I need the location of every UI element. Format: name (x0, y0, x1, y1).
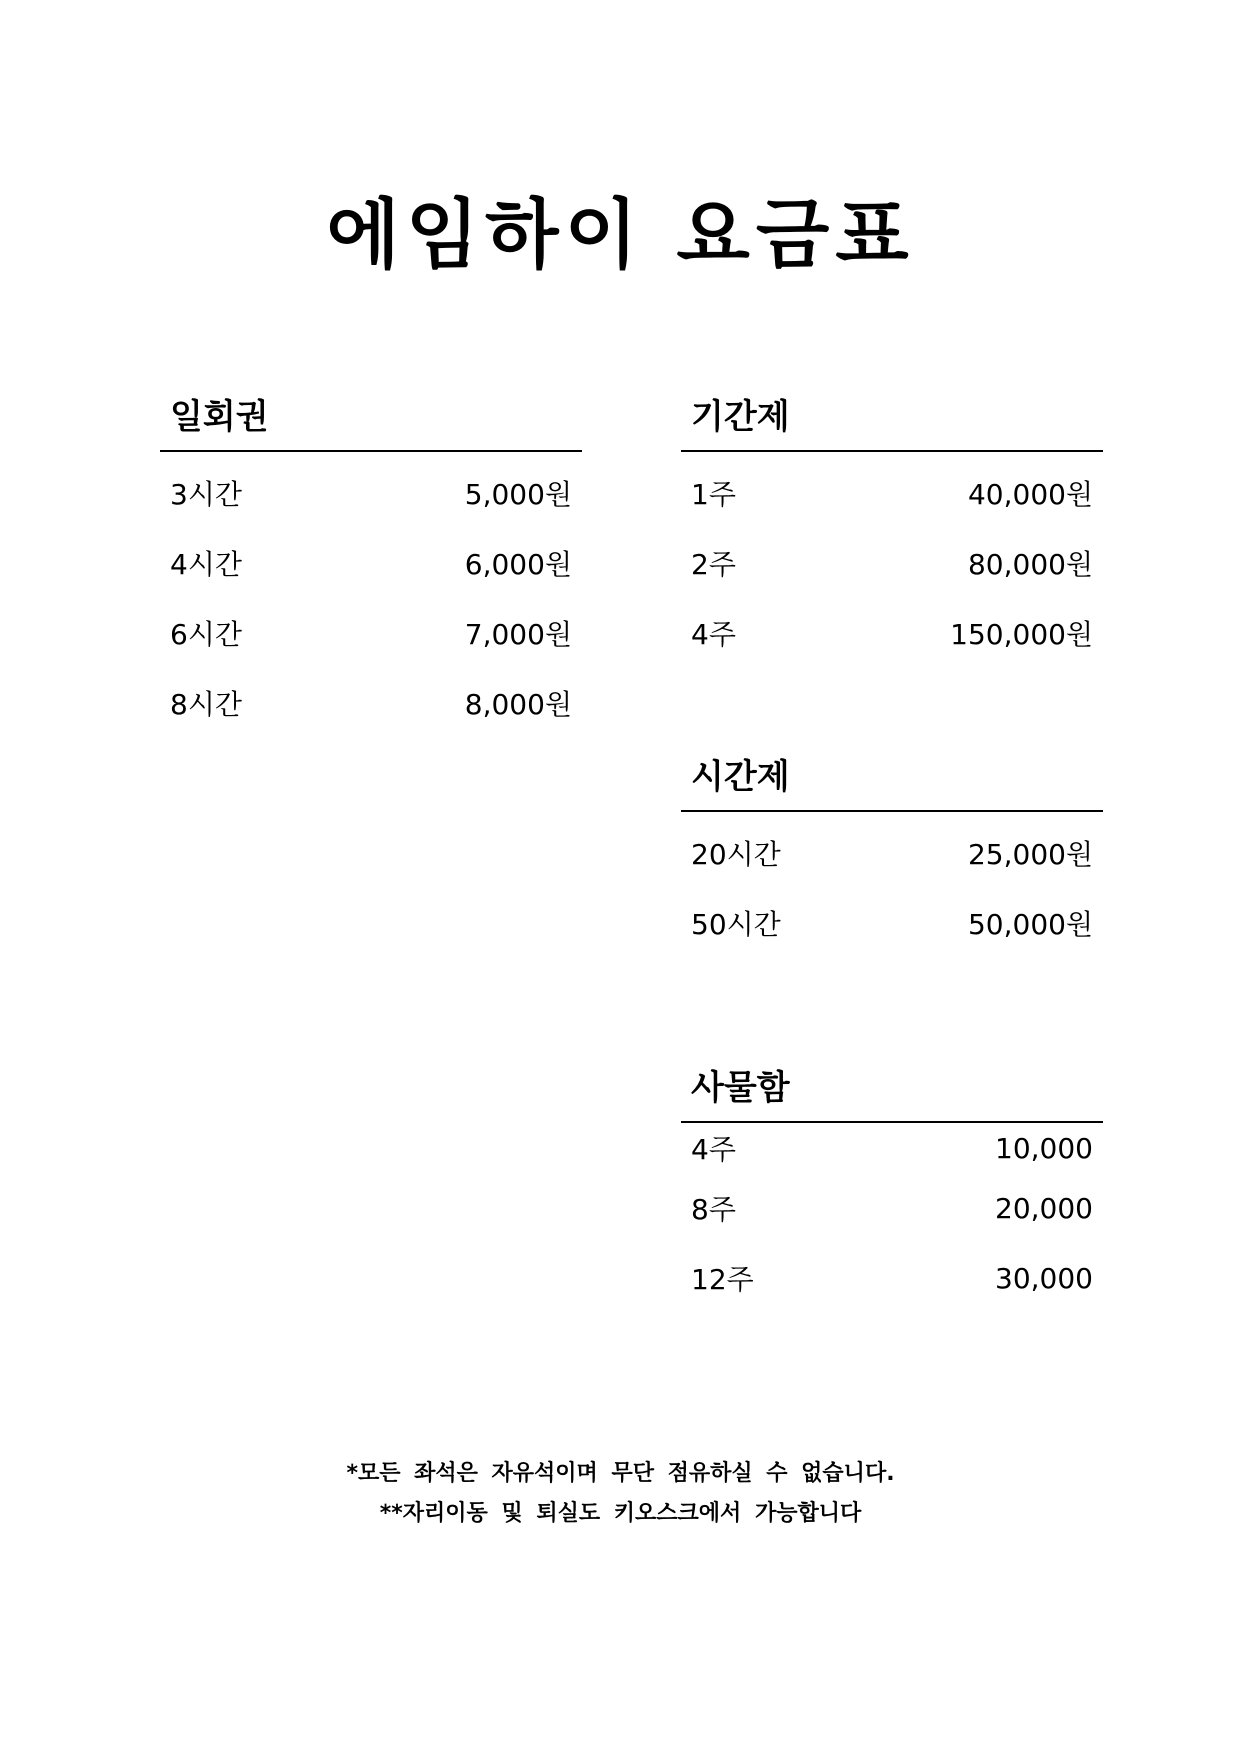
row-price: 30,000 (995, 1261, 1093, 1295)
footnote-seating: *모든 좌석은 자유석이며 무단 점유하실 수 없습니다. (346, 1461, 895, 1486)
price-row (691, 1255, 1093, 1301)
section-divider (681, 1121, 1103, 1123)
section-title: 사물함 (691, 1068, 790, 1108)
section-title: 일회권 (170, 397, 269, 437)
row-label: 4시간 (170, 548, 242, 581)
period-pass-section (681, 392, 1103, 658)
price-list (681, 828, 1103, 948)
footnote-kiosk: **자리이동 및 퇴실도 키오스크에서 가능합니다 (379, 1501, 862, 1526)
row-label: 8시간 (170, 688, 242, 721)
price-row (691, 1125, 1093, 1171)
section-divider (681, 450, 1103, 452)
row-label: 2주 (691, 548, 736, 581)
row-label: 4주 (691, 618, 736, 651)
price-row (691, 608, 1093, 658)
row-price: 8,000원 (464, 688, 572, 721)
row-price: 40,000원 (967, 478, 1093, 511)
price-row (691, 468, 1093, 518)
row-label: 6시간 (170, 618, 242, 651)
row-price: 80,000원 (967, 548, 1093, 581)
page-title: 에임하이 요금표 (326, 190, 915, 279)
row-label: 8주 (691, 1193, 736, 1226)
price-row (170, 538, 572, 588)
price-row (170, 468, 572, 518)
price-list (681, 468, 1103, 658)
locker-section (681, 1063, 1103, 1301)
row-price: 6,000원 (464, 548, 572, 581)
section-title: 시간제 (691, 757, 790, 797)
price-row (691, 538, 1093, 588)
price-row (691, 1185, 1093, 1231)
row-label: 4주 (691, 1133, 736, 1166)
row-label: 1주 (691, 478, 736, 511)
row-label: 20시간 (691, 838, 781, 871)
price-row (170, 608, 572, 658)
price-row (170, 678, 572, 728)
section-divider (681, 810, 1103, 812)
row-price: 7,000원 (464, 618, 572, 651)
row-label: 3시간 (170, 478, 242, 511)
price-row (691, 898, 1093, 948)
hourly-pass-section (681, 752, 1103, 948)
row-price: 5,000원 (464, 478, 572, 511)
row-price: 150,000원 (950, 618, 1093, 651)
price-row (691, 828, 1093, 878)
row-label: 12주 (691, 1263, 754, 1296)
row-price: 20,000 (995, 1191, 1093, 1225)
daily-pass-section (160, 392, 582, 728)
row-price: 25,000원 (967, 838, 1093, 871)
footnotes (0, 1454, 1241, 1534)
row-price: 50,000원 (967, 908, 1093, 941)
price-list (681, 1125, 1103, 1301)
row-label: 50시간 (691, 908, 781, 941)
section-title: 기간제 (691, 397, 790, 437)
price-list (160, 468, 582, 728)
section-divider (160, 450, 582, 452)
row-price: 10,000 (995, 1131, 1093, 1165)
